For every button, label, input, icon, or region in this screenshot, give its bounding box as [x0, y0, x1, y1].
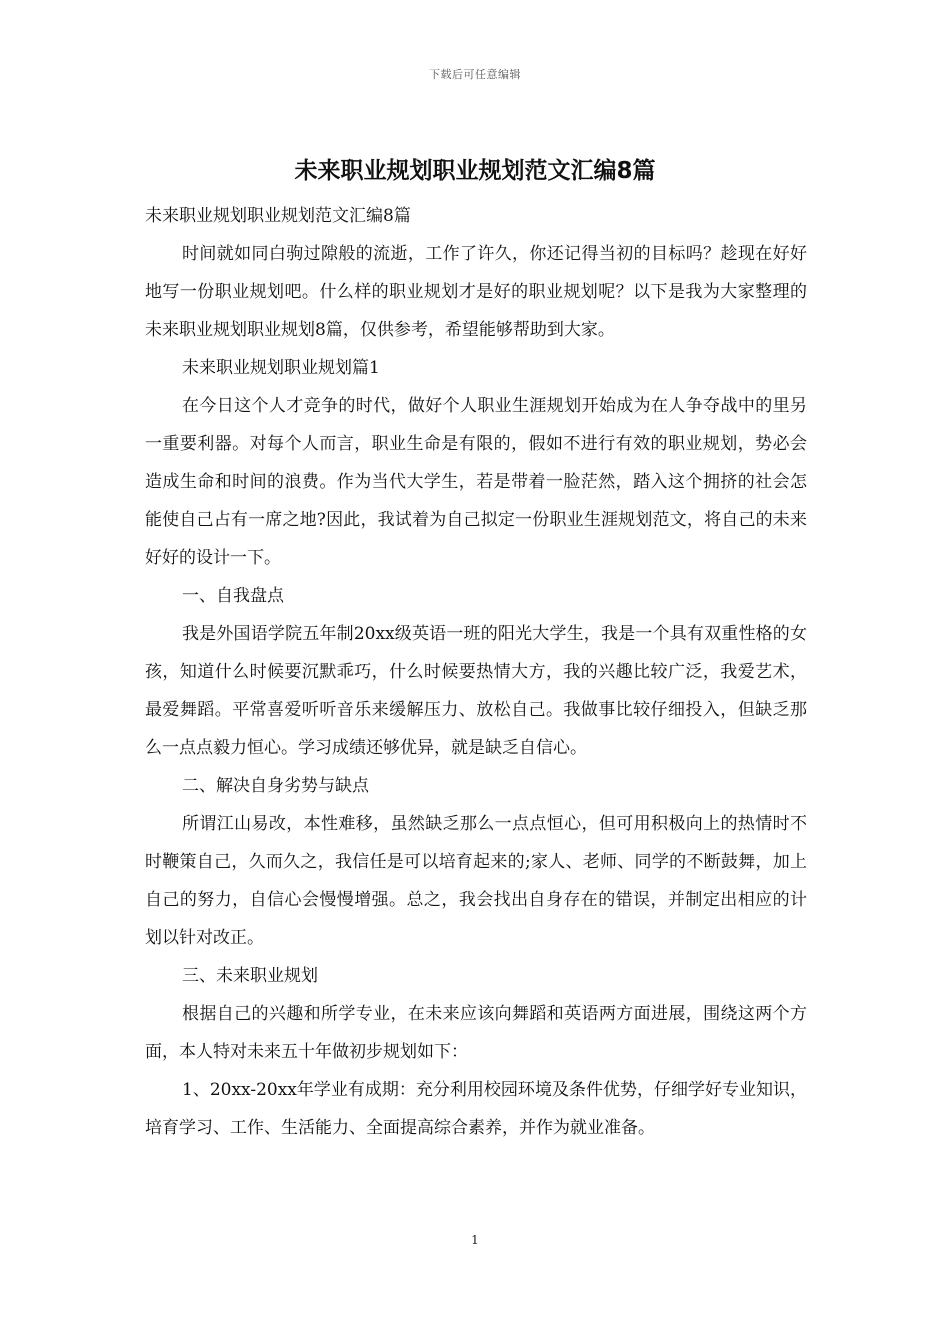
body-paragraph-self-review: 我是外国语学院五年制20xx级英语一班的阳光大学生，我是一个具有双重性格的女孩，知道什么时候要沉默乖巧，什么时候要热情大方，我的兴趣比较广泛，我爱艺术，最爱舞蹈。平常喜爱听听音乐来缓解压力、放松自己。我做事比较仔细投入，但缺乏那么一点点毅力恒心。学习成绩还够优异，就是缺乏自信心。 — [145, 624, 807, 758]
body-paragraph-weakness: 所谓江山易改，本性难移，虽然缺乏那么一点点恒心，但可用积极向上的热情时不时鞭策自己，久而久之，我信任是可以培育起来的;家人、老师、同学的不断鼓舞，加上自己的努力，自信心会慢慢增强。总之，我会找出自身存在的错误，并制定出相应的计划以针对改正。 — [145, 814, 807, 948]
section-heading-self-review: 一、自我盘点 — [182, 586, 284, 606]
intro-paragraph: 时间就如同白驹过隙般的流逝，工作了许久，你还记得当初的目标吗？趁现在好好地写一份职业规划吧。什么样的职业规划才是好的职业规划呢？以下是我为大家整理的未来职业规划职业规划8篇，仅供参考，希望能够帮助到大家。 — [145, 244, 807, 340]
section-heading-weakness: 二、解决自身劣势与缺点 — [182, 776, 369, 796]
document-body — [145, 197, 807, 1147]
body-paragraph-competition: 在今日这个人才竞争的时代，做好个人职业生涯规划开始成为在人争夺战中的里另一重要利器。对每个人而言，职业生命是有限的，假如不进行有效的职业规划，势必会造成生命和时间的浪费。作为当代大学生，若是带着一脸茫然，踏入这个拥挤的社会怎能使自己占有一席之地?因此，我试着为自己拟定一份职业生涯规划范文，将自己的未来好好的设计一下。 — [145, 396, 807, 568]
page-number: 1 — [471, 1233, 479, 1247]
section-heading-future-plan: 三、未来职业规划 — [182, 966, 318, 986]
section-heading-part1: 未来职业规划职业规划篇1 — [182, 358, 380, 378]
subtitle-line: 未来职业规划职业规划范文汇编8篇 — [145, 206, 411, 226]
body-paragraph-future-plan: 根据自己的兴趣和所学专业，在未来应该向舞蹈和英语两方面进展，围绕这两个方面，本人特对未来五十年做初步规划如下： — [145, 1004, 807, 1062]
document-title: 未来职业规划职业规划范文汇编8篇 — [294, 158, 656, 184]
body-paragraph-plan-item-1: 1、20xx-20xx年学业有成期：充分利用校园环境及条件优势，仔细学好专业知识，培育学习、工作、生活能力、全面提高综合素养，并作为就业准备。 — [145, 1080, 807, 1138]
page-header: 下载后可任意编辑 — [429, 68, 521, 81]
